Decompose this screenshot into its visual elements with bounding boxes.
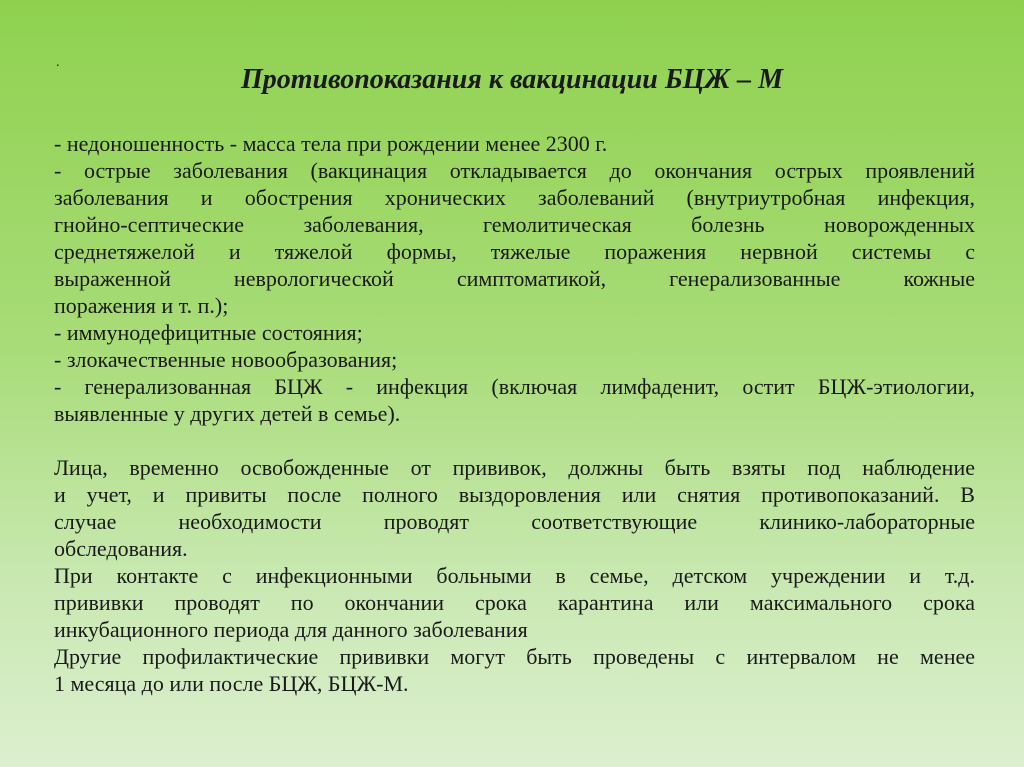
text-line: выявленные у других детей в семье). <box>54 401 401 426</box>
text-line: 1 месяца до или после БЦЖ, БЦЖ-М. <box>54 671 409 696</box>
text-line: - недоношенность - масса тела при рождении менее 2300 г. <box>54 131 608 156</box>
slide-body <box>54 130 975 697</box>
text-line: выраженной неврологической симптоматикой, генерализованные кожные <box>54 266 975 291</box>
text-line: гнойно-септические заболевания, гемолитическая болезнь новорожденных <box>54 212 975 237</box>
text-line: обследования. <box>54 536 188 561</box>
text-line: - генерализованная БЦЖ - инфекция (включая лимфаденит, остит БЦЖ-этиологии, <box>54 374 975 399</box>
text-line: - острые заболевания (вакцинация откладывается до окончания острых проявлений <box>54 158 975 183</box>
bullet-marker: . <box>56 55 60 70</box>
text-line: прививки проводят по окончании срока карантина или максимального срока <box>54 590 975 615</box>
text-line: среднетяжелой и тяжелой формы, тяжелые поражения нервной системы с <box>54 239 975 264</box>
text-line: случае необходимости проводят соответствующие клинико-лабораторные <box>54 509 975 534</box>
text-line: инкубационного периода для данного заболевания <box>54 617 528 642</box>
text-line: При контакте с инфекционными больными в семье, детском учреждении и т.д. <box>54 563 975 588</box>
notes-section <box>54 454 975 697</box>
text-line: Другие профилактические прививки могут быть проведены с интервалом не менее <box>54 644 975 669</box>
text-line: Лица, временно освобожденные от прививок, должны быть взяты под наблюдение <box>54 455 975 480</box>
page-title: Противопоказания к вакцинации БЦЖ – М <box>240 64 784 95</box>
text-line: - иммунодефицитные состояния; <box>54 320 363 345</box>
text-line: и учет, и привиты после полного выздоровления или снятия противопоказаний. В <box>54 482 975 507</box>
text-line: - злокачественные новообразования; <box>54 347 398 372</box>
contraindications-list <box>54 130 975 427</box>
text-line: заболевания и обострения хронических заболеваний (внутриутробная инфекция, <box>54 185 975 210</box>
text-line: поражения и т. п.); <box>54 293 229 318</box>
paragraph-gap <box>54 427 975 454</box>
